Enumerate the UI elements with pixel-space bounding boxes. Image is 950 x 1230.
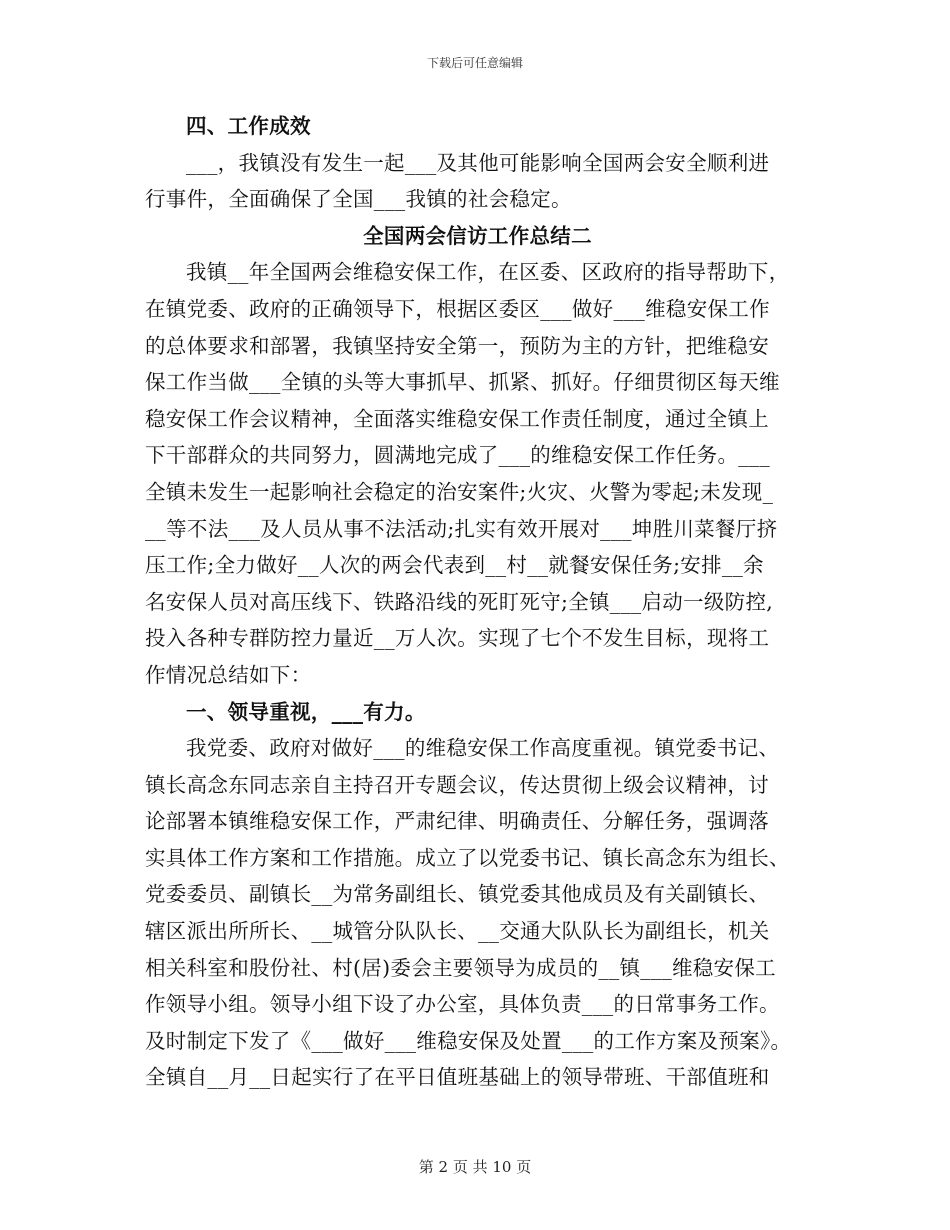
header-note: 下载后可任意编辑 [426, 56, 523, 70]
paragraph-line: 及时制定下发了《___做好___维稳安保及处置___的工作方案及预案》。 [145, 1028, 792, 1053]
section-heading-work-results: 四、工作成效 [186, 114, 311, 138]
paragraph-line: 我党委、政府对做好___的维稳安保工作高度重视。镇党委书记、 [186, 736, 780, 761]
paragraph-line: 作情况总结如下： [145, 662, 312, 687]
document-body [145, 108, 810, 1096]
paragraph-line: 名安保人员对高压线下、铁路沿线的死盯死守;全镇___启动一级防控, [145, 589, 774, 614]
paragraph-line: 我镇__年全国两会维稳安保工作，在区委、区政府的指导帮助下， [186, 260, 790, 285]
paragraph-line: 党委委员、副镇长__为常务副组长、镇党委其他成员及有关副镇长、 [145, 882, 770, 907]
document-title: 全国两会信访工作总结二 [363, 223, 592, 248]
paragraph-line: 的总体要求和部署，我镇坚持安全第一，预防为主的方针，把维稳安 [145, 333, 769, 358]
paragraph-line: 行事件，全面确保了全国___我镇的社会稳定。 [145, 187, 572, 212]
paragraph-line: 作领导小组。领导小组下设了办公室，具体负责___的日常事务工作。 [145, 992, 780, 1017]
paragraph-line: 论部署本镇维稳安保工作，严肃纪律、明确责任、分解任务，强调落 [145, 809, 769, 834]
paragraph-line: 保工作当做___全镇的头等大事抓早、抓紧、抓好。仔细贯彻区每天维 [145, 370, 780, 395]
paragraph-line: 实具体工作方案和工作措施。成立了以党委书记、镇长高念东为组长、 [145, 845, 790, 870]
paragraph-line: 辖区派出所所长、__城管分队队长、__交通大队队长为副组长，机关 [145, 919, 770, 944]
page-number: 第 2 页 共 10 页 [418, 1158, 532, 1176]
paragraph-line: 全镇未发生一起影响社会稳定的治安案件;火灾、火警为零起;未发现_ [145, 479, 774, 504]
paragraph-line: 相关科室和股份社、村(居)委会主要领导为成员的__镇___维稳安保工 [145, 955, 776, 980]
paragraph-line: ___，我镇没有发生一起___及其他可能影响全国两会安全顺利进 [186, 150, 770, 175]
paragraph-line: __等不法___及人员从事不法活动;扎实有效开展对___坤胜川菜餐厅挤 [145, 516, 778, 541]
paragraph-line: 投入各种专群防控力量近__万人次。实现了七个不发生目标，现将工 [145, 626, 770, 651]
paragraph-line: 下干部群众的共同努力，圆满地完成了___的维稳安保工作任务。___ [145, 443, 770, 468]
section-heading-leadership: 一、领导重视，___有力。 [186, 699, 426, 724]
paragraph-line: 稳安保工作会议精神，全面落实维稳安保工作责任制度，通过全镇上 [145, 406, 769, 431]
paragraph-line: 镇长高念东同志亲自主持召开专题会议，传达贯彻上级会议精神，讨 [145, 772, 769, 797]
paragraph-line: 压工作;全力做好__人次的两会代表到__村__就餐安保任务;安排__余 [145, 553, 764, 578]
paragraph-line: 全镇自__月__日起实行了在平日值班基础上的领导带班、干部值班和 [145, 1065, 770, 1090]
paragraph-line: 在镇党委、政府的正确领导下，根据区委区___做好___维稳安保工作 [145, 296, 770, 321]
